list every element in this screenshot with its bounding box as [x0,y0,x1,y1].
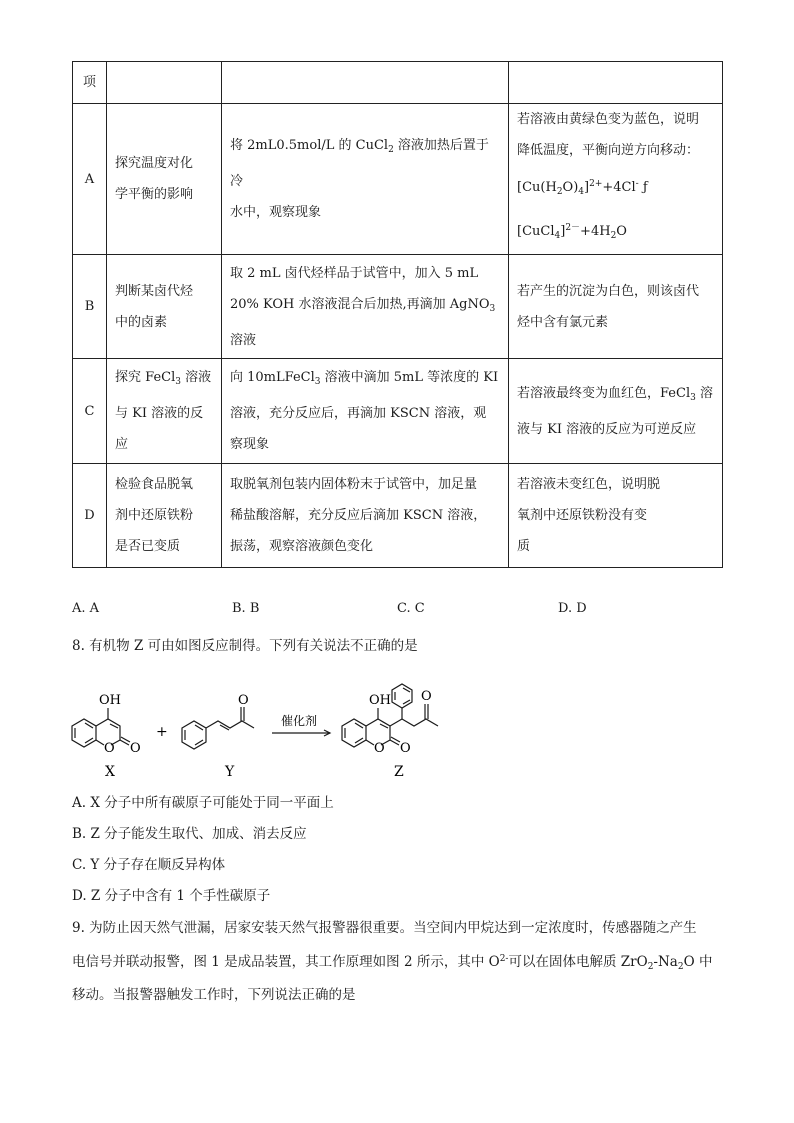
table-row [73,464,723,568]
row-key: B [73,255,107,359]
q8-option-c[interactable]: C. Y 分子存在顺反异构体 [72,857,226,873]
row-operation: 将 2mL0.5mol/L 的 CuCl$_2$ 溶液加热后置于冷 水中，观察现象 [222,104,509,255]
row-operation: 取脱氧剂包装内固体粉末于试管中，加足量 稀盐酸溶解，充分反应后滴加 KSCN 溶液， 振荡，观察溶液颜色变化 [222,464,509,568]
plus-sign: + [156,724,168,740]
catalyst-label: 催化剂 [281,714,318,728]
q9-stem-line3: 移动。当报警器触发工作时，下列说法正确的是 [72,987,356,1003]
row-conclusion: 若产生的沉淀为白色，则该卤代 烃中含有氯元素 [509,255,723,359]
table-row [73,104,723,255]
row-purpose: 探究 FeCl$_3$ 溶液 与 KI 溶液的反 应 [107,359,222,464]
q7-option-d[interactable]: D. D [558,601,587,616]
row-key: C [73,359,107,464]
label-x: X [105,764,115,780]
y-carbonyl-o-label: O [238,693,249,708]
row-key: A [73,104,107,255]
q8-stem: 8. 有机物 Z 可由如图反应制得。下列有关说法不正确的是 [72,638,418,654]
q7-option-a[interactable]: A. A [72,601,100,616]
reaction-scheme [60,680,490,780]
z-ketone-o-label: O [421,689,432,704]
y-chain [206,721,254,728]
q7-option-b[interactable]: B. B [232,601,260,616]
y-benzene-ring [182,721,206,749]
q7-option-c[interactable]: C. C [397,601,425,616]
row-purpose: 探究温度对化 学平衡的影响 [107,104,222,255]
header-item-cell: 项 [73,62,107,104]
label-y: Y [225,764,235,780]
x-oh-label: OH [99,693,121,708]
header-operation-cell [222,62,509,104]
z-carbonyl-o-label: O [400,741,411,756]
label-z: Z [394,764,404,780]
q7-options [72,601,722,621]
table-row [73,359,723,464]
table-row [73,255,723,359]
row-purpose: 判断某卤代烃 中的卤素 [107,255,222,359]
header-purpose-cell [107,62,222,104]
z-chain [402,719,438,726]
q8-option-d[interactable]: D. Z 分子中含有 1 个手性碳原子 [72,888,271,904]
q8-option-a[interactable]: A. X 分子中所有碳原子可能处于同一平面上 [72,795,334,811]
row-conclusion: 若溶液由黄绿色变为蓝色，说明 降低温度，平衡向逆方向移动： $[Cu(H_2O)_4]^{2+}+4Cl^-$ ƒ $[CuCl_4]^{2-}+4H_2O$ [509,104,723,255]
q9-stem-line2: 电信号并联动报警，图 1 是成品装置，其工作原理如图 2 所示，其中 $O^{2-}$可以在固体电解质 $ZrO_2-Na_2O$ 中 [72,954,713,972]
row-conclusion: 若溶液最终变为血红色，FeCl$_3$ 溶 液与 KI 溶液的反应为可逆反应 [509,359,723,464]
x-carbonyl-o-label: O [130,741,141,756]
x-ring-o-label: O [104,741,115,756]
row-conclusion: 若溶液未变红色，说明脱 氧剂中还原铁粉没有变 质 [509,464,723,568]
z-ring-o-label: O [374,741,385,756]
q8-option-b[interactable]: B. Z 分子能发生取代、加成、消去反应 [72,826,307,842]
row-operation: 取 2 mL 卤代烃样品于试管中，加入 5 mL 20% KOH 水溶液混合后加热,再滴加 AgNO$_3$ 溶液 [222,255,509,359]
q9-stem-line1: 9. 为防止因天然气泄漏，居家安装天然气报警器很重要。当空间内甲烷达到一定浓度时，传感器随之产生 [72,920,697,936]
header-conclusion-cell [509,62,723,104]
z-oh-label: OH [369,693,391,708]
row-purpose: 检验食品脱氧 剂中还原铁粉 是否已变质 [107,464,222,568]
row-operation: 向 10mLFeCl$_3$ 溶液中滴加 5mL 等浓度的 KI 溶液，充分反应后，再滴加 KSCN 溶液，观 察现象 [222,359,509,464]
table-header-row [73,62,723,104]
experiment-table [72,61,723,568]
row-key: D [73,464,107,568]
